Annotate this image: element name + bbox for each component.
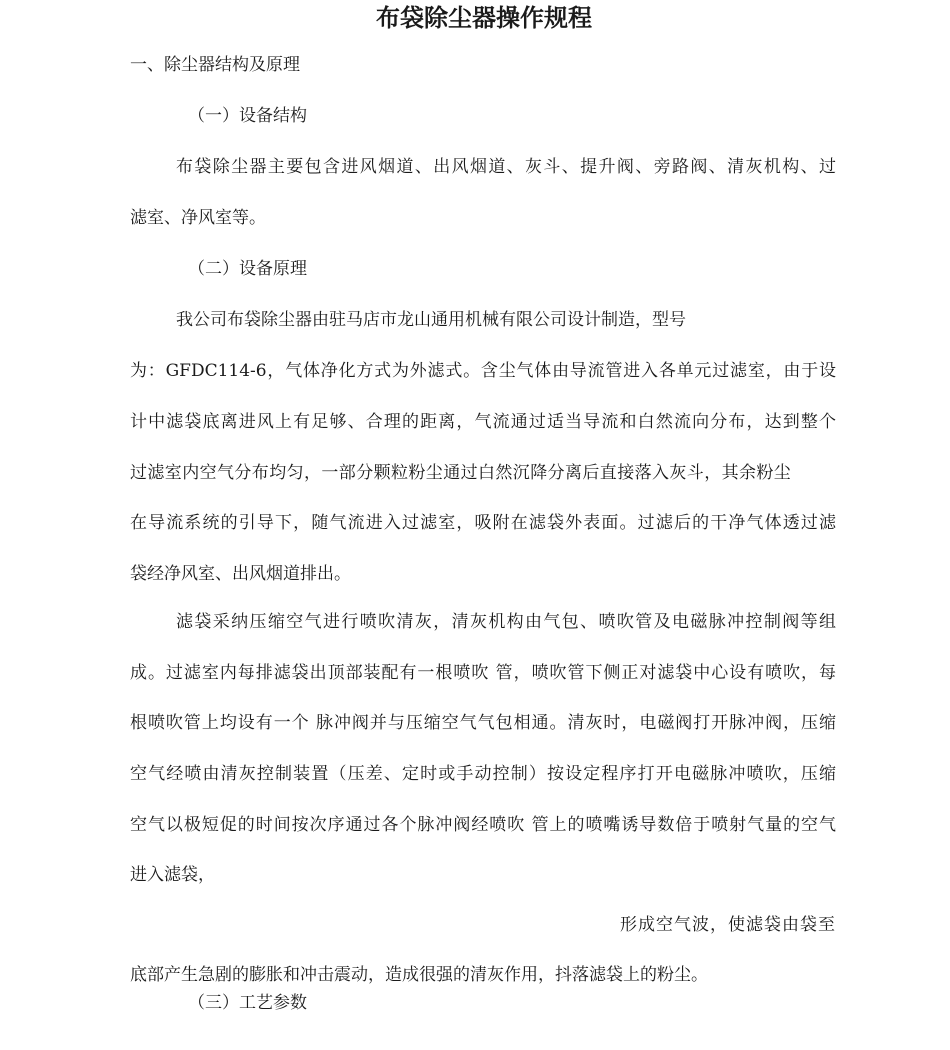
cleaning-text-line: 滤袋采纳压缩空气进行喷吹清灰，清灰机构由气包、喷吹管及电磁脉冲控制阀等组 bbox=[176, 612, 836, 632]
section-heading: 一、除尘器结构及原理 bbox=[130, 55, 300, 75]
cleaning-text-line: 根喷吹管上均设有一个 脉冲阀并与压缩空气气包相通。清灰时，电磁阀打开脉冲阀，压缩 bbox=[130, 713, 836, 733]
principle-text-line: 过滤室内空气分布均匀，一部分颗粒粉尘通过白然沉降分离后直接落入灰斗，其余粉尘 bbox=[130, 463, 792, 483]
document-title: 布袋除尘器操作规程 bbox=[376, 3, 592, 32]
cleaning-text-line: 空气以极短促的时间按次序通过各个脉冲阀经喷吹 管上的喷嘴诱导数倍于喷射气量的空气 bbox=[130, 815, 836, 835]
principle-text-line: 袋经净风室、出风烟道排出。 bbox=[130, 564, 351, 584]
cleaning-text-line: 空气经喷由清灰控制装置（压差、定时或手动控制）按设定程序打开电磁脉冲喷吹，压缩 bbox=[130, 764, 836, 784]
cleaning-text-line: 成。过滤室内每排滤袋出顶部装配有一根喷吹 管，喷吹管下侧正对滤袋中心设有喷吹，每 bbox=[130, 663, 836, 683]
structure-text-line: 布袋除尘器主要包含进风烟道、出风烟道、灰斗、提升阀、旁路阀、清灰机构、过 bbox=[176, 157, 836, 177]
principle-text-line: 在导流系统的引导下，随气流进入过滤室，吸附在滤袋外表面。过滤后的干净气体透过滤 bbox=[130, 513, 836, 533]
subsection-heading-principle: （二）设备原理 bbox=[188, 259, 307, 279]
cleaning-text-line: 进入滤袋， bbox=[130, 865, 215, 885]
structure-text-line: 滤室、净风室等。 bbox=[130, 208, 266, 228]
subsection-heading-structure: （一）设备结构 bbox=[188, 106, 307, 126]
principle-text-line: 我公司布袋除尘器由驻马店市龙山通用机械有限公司设计制造，型号 bbox=[176, 310, 686, 330]
cleaning-text-line: 底部产生急剧的膨胀和冲击震动，造成很强的清灰作用，抖落滤袋上的粉尘。 bbox=[130, 965, 708, 985]
subsection-heading-parameters: （三）工艺参数 bbox=[188, 993, 307, 1013]
principle-text-line: 计中滤袋底离进风上有足够、合理的距离，气流通过适当导流和白然流向分布，达到整个 bbox=[130, 412, 836, 432]
principle-text-line: 为：GFDC114-6，气体净化方式为外滤式。含尘气体由导流管进入各单元过滤室，由于设 bbox=[130, 361, 836, 381]
cleaning-text-line: 形成空气波，使滤袋由袋至 bbox=[620, 915, 836, 935]
